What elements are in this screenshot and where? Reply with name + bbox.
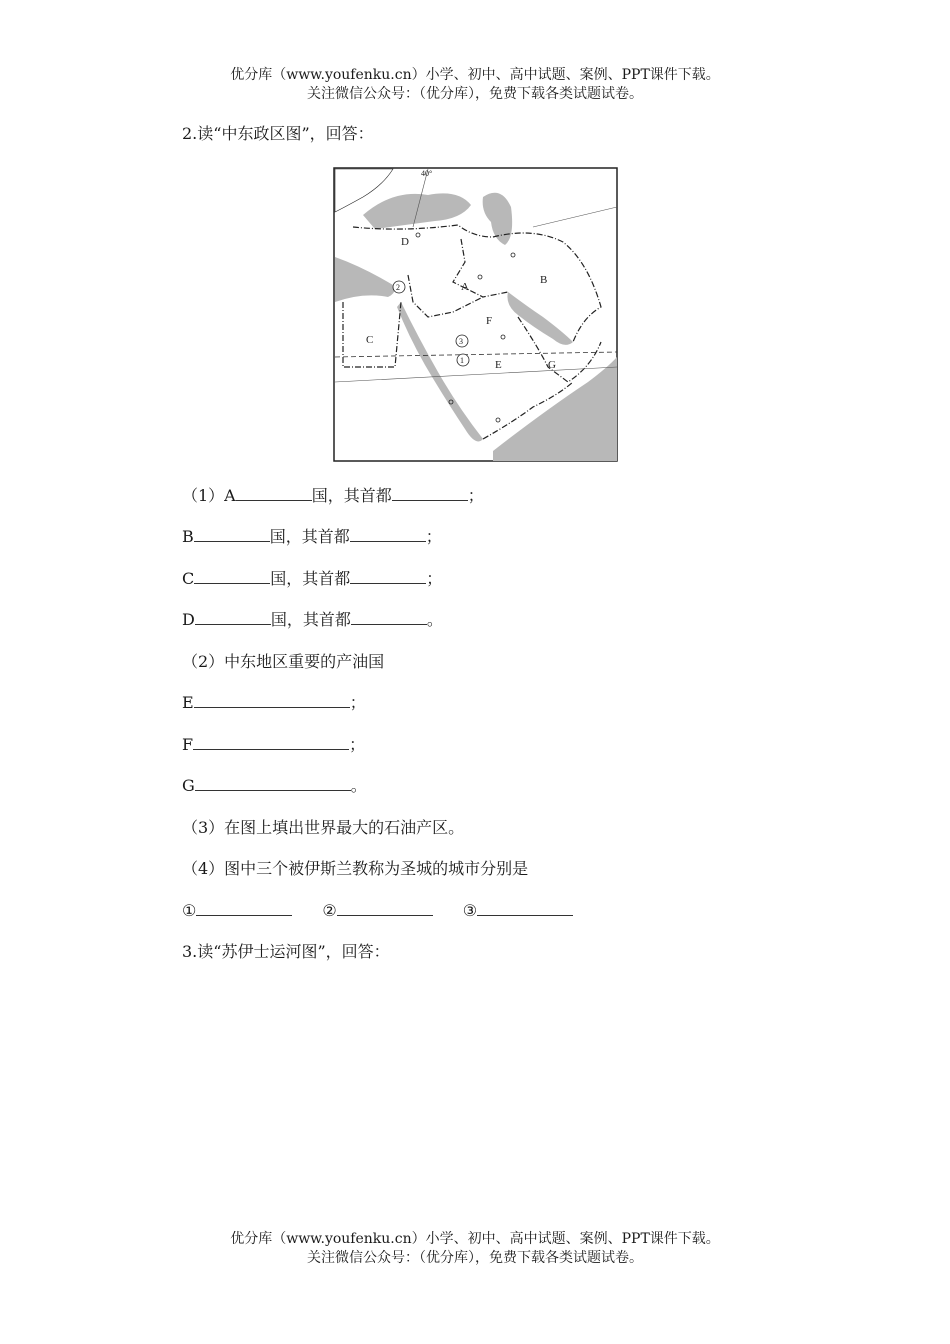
answer-blank-g[interactable] (195, 775, 351, 791)
q2-part1-a: （1）A 国，其首都 ； (182, 486, 484, 505)
map-label-c: C (366, 334, 374, 346)
q2-part4: （4）图中三个被伊斯兰教称为圣城的城市分别是 (182, 859, 529, 878)
q2-part3: （3）在图上填出世界最大的石油产区。 (182, 818, 465, 837)
middle-east-political-map (333, 167, 618, 462)
answer-blank-holy-city-3[interactable] (477, 900, 573, 916)
question-2-title: 2.读“中东政区图”，回答： (182, 124, 374, 143)
footer-line-2: 关注微信公众号：（优分库），免费下载各类试题试卷。 (307, 1250, 643, 1266)
answer-blank-b-capital[interactable] (350, 526, 426, 542)
q2-part1-d: D 国，其首都 。 (182, 610, 443, 629)
answer-blank-f[interactable] (193, 734, 349, 750)
header-line-1: 优分库（www.youfenku.cn）小学、初中、高中试题、案例、PPT课件下载。 (230, 67, 720, 83)
footer-line-1: 优分库（www.youfenku.cn）小学、初中、高中试题、案例、PPT课件下载。 (230, 1231, 720, 1247)
answer-blank-c-country[interactable] (194, 568, 270, 584)
answer-blank-holy-city-1[interactable] (196, 900, 292, 916)
map-label-e: E (495, 359, 502, 371)
answer-blank-d-country[interactable] (195, 609, 271, 625)
map-label-f: F (486, 315, 493, 327)
answer-blank-d-capital[interactable] (351, 609, 427, 625)
map-label-b: B (540, 274, 548, 286)
answer-blank-holy-city-2[interactable] (337, 900, 433, 916)
header-line-2: 关注微信公众号：（优分库），免费下载各类试题试卷。 (307, 86, 643, 102)
question-3-title: 3.读“苏伊士运河图”，回答： (182, 942, 390, 961)
map-label-a: A (461, 281, 469, 293)
answer-blank-e[interactable] (194, 692, 350, 708)
answer-blank-b-country[interactable] (194, 526, 270, 542)
map-longitude-label: 40° (421, 169, 433, 178)
holy-city-2-label: 2 (396, 283, 400, 292)
map-label-g: G (548, 359, 556, 371)
holy-city-1-label: 1 (460, 356, 464, 365)
answer-blank-a-country[interactable] (236, 485, 312, 501)
q2-part2-f: F ； (182, 735, 366, 754)
answer-blank-c-capital[interactable] (350, 568, 426, 584)
q2-part2-e: E ； (182, 693, 366, 712)
q2-part2-g: G 。 (182, 776, 367, 795)
q2-part2-title: （2）中东地区重要的产油国 (182, 652, 385, 671)
q2-part1-b: B 国，其首都 ； (182, 527, 442, 546)
map-label-d: D (401, 236, 409, 248)
holy-city-3-label: 3 (459, 337, 463, 346)
q2-part1-c: C 国，其首都 ； (182, 569, 443, 588)
q2-part4-answers: ① ② ③ (182, 900, 573, 922)
answer-blank-a-capital[interactable] (392, 485, 468, 501)
